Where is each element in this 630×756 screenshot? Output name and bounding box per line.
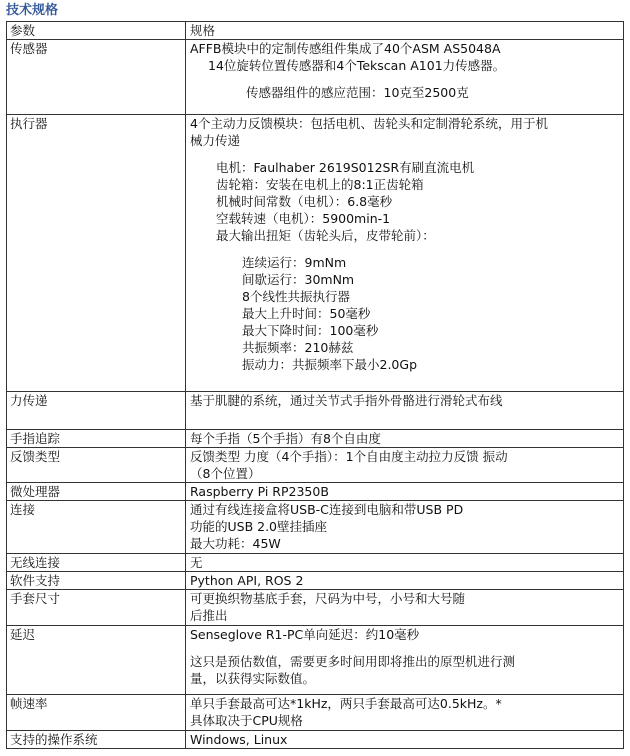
table-row [7,483,624,501]
table-row [7,554,624,572]
spec-table [6,21,624,749]
spec-line: Senseglove R1-PC单向延迟：约10毫秒 [190,627,420,642]
spec-cell [186,626,624,695]
spec-cell [186,40,624,115]
spec-line: 反馈类型 力度（4个手指）：1个自由度主动拉力反馈 振动 [190,449,508,464]
spec-cell [186,554,624,572]
section-title: 技术规格 [6,3,59,18]
spec-line: 量，以获得实际数值。 [190,671,316,686]
spec-line: AFFB模块中的定制传感组件集成了40个ASM AS5048A [190,41,501,56]
spec-line: 最大上升时间：50毫秒 [242,306,371,321]
spec-cell [186,448,624,483]
spec-line: （8个位置） [190,466,261,481]
spec-cell [186,392,624,430]
table-row [7,695,624,731]
param-cell: 微处理器 [7,483,186,501]
spec-line: 后推出 [190,608,228,623]
spacer [190,74,619,84]
spacer [190,244,619,254]
spec-line: 无 [190,555,203,570]
param-cell: 反馈类型 [7,448,186,483]
param-cell: 手指追踪 [7,430,186,448]
param-cell: 力传递 [7,392,186,430]
spec-line: 8个线性共振执行器 [242,289,350,304]
spec-cell [186,590,624,626]
table-row [7,448,624,483]
spec-line: 可更换织物基底手套，尺码为中号，小号和大号随 [190,591,466,606]
spec-line: 每个手指（5个手指）有8个自由度 [190,431,381,446]
spacer [190,643,619,653]
param-cell: 无线连接 [7,554,186,572]
spec-line: 14位旋转位置传感器和4个Tekscan A101力传感器。 [208,58,506,73]
spacer [190,149,619,159]
spec-line: 共振频率：210赫兹 [242,340,354,355]
spec-line: 基于肌腱的系统，通过关节式手指外骨骼进行滑轮式布线 [190,393,503,408]
spec-line: 连续运行：9mNm [242,255,347,270]
spec-line: 机械时间常数（电机）：6.8毫秒 [216,194,393,209]
table-row [7,392,624,430]
spec-line: 4个主动力反馈模块：包括电机、齿轮头和定制滑轮系统，用于机 [190,116,548,131]
spec-line: 最大功耗：45W [190,536,281,551]
spec-line: Raspberry Pi RP2350B [190,484,329,499]
spec-cell [186,731,624,749]
spec-line: 功能的USB 2.0壁挂插座 [190,519,328,534]
spec-line: 间歇运行：30mNm [242,272,355,287]
spec-line: 电机：Faulhaber 2619S012SR有刷直流电机 [216,160,475,175]
header-param: 参数 [7,22,186,40]
spec-line: 最大下降时间：100毫秒 [242,323,379,338]
table-row [7,115,624,392]
spec-cell [186,430,624,448]
table-row [7,590,624,626]
table-row [7,40,624,115]
param-cell: 软件支持 [7,572,186,590]
param-cell: 手套尺寸 [7,590,186,626]
param-cell: 帧速率 [7,695,186,731]
spec-line: 传感器组件的感应范围：10克至2500克 [246,85,469,100]
spec-line: 空载转速（电机）：5900min-1 [216,211,391,226]
table-row [7,731,624,749]
spec-line: 齿轮箱：安装在电机上的8:1正齿轮箱 [216,177,424,192]
spec-cell [186,115,624,392]
table-row [7,501,624,554]
param-cell: 支持的操作系统 [7,731,186,749]
spec-line: 单只手套最高可达*1kHz，两只手套最高可达0.5kHz。* [190,696,502,711]
table-header-row [7,22,624,40]
table-row [7,430,624,448]
spec-line: 具体取决于CPU规格 [190,713,303,728]
spec-line: 械力传递 [190,133,241,148]
spec-cell [186,501,624,554]
spec-line: 通过有线连接盒将USB-C连接到电脑和带USB PD [190,502,464,517]
param-cell: 执行器 [7,115,186,392]
spec-line: 这只是预估数值，需要更多时间用即将推出的原型机进行测 [190,654,516,669]
spec-cell [186,483,624,501]
spec-cell [186,695,624,731]
param-cell: 传感器 [7,40,186,115]
spec-line: 振动力：共振频率下最小2.0Gp [242,357,418,372]
header-spec: 规格 [186,22,624,40]
spec-line: 最大输出扭矩（齿轮头后，皮带轮前）： [216,228,435,243]
spec-line: Python API, ROS 2 [190,573,304,588]
spec-line: Windows, Linux [190,732,288,747]
param-cell: 连接 [7,501,186,554]
param-cell: 延迟 [7,626,186,695]
table-row [7,626,624,695]
spec-cell [186,572,624,590]
table-row [7,572,624,590]
